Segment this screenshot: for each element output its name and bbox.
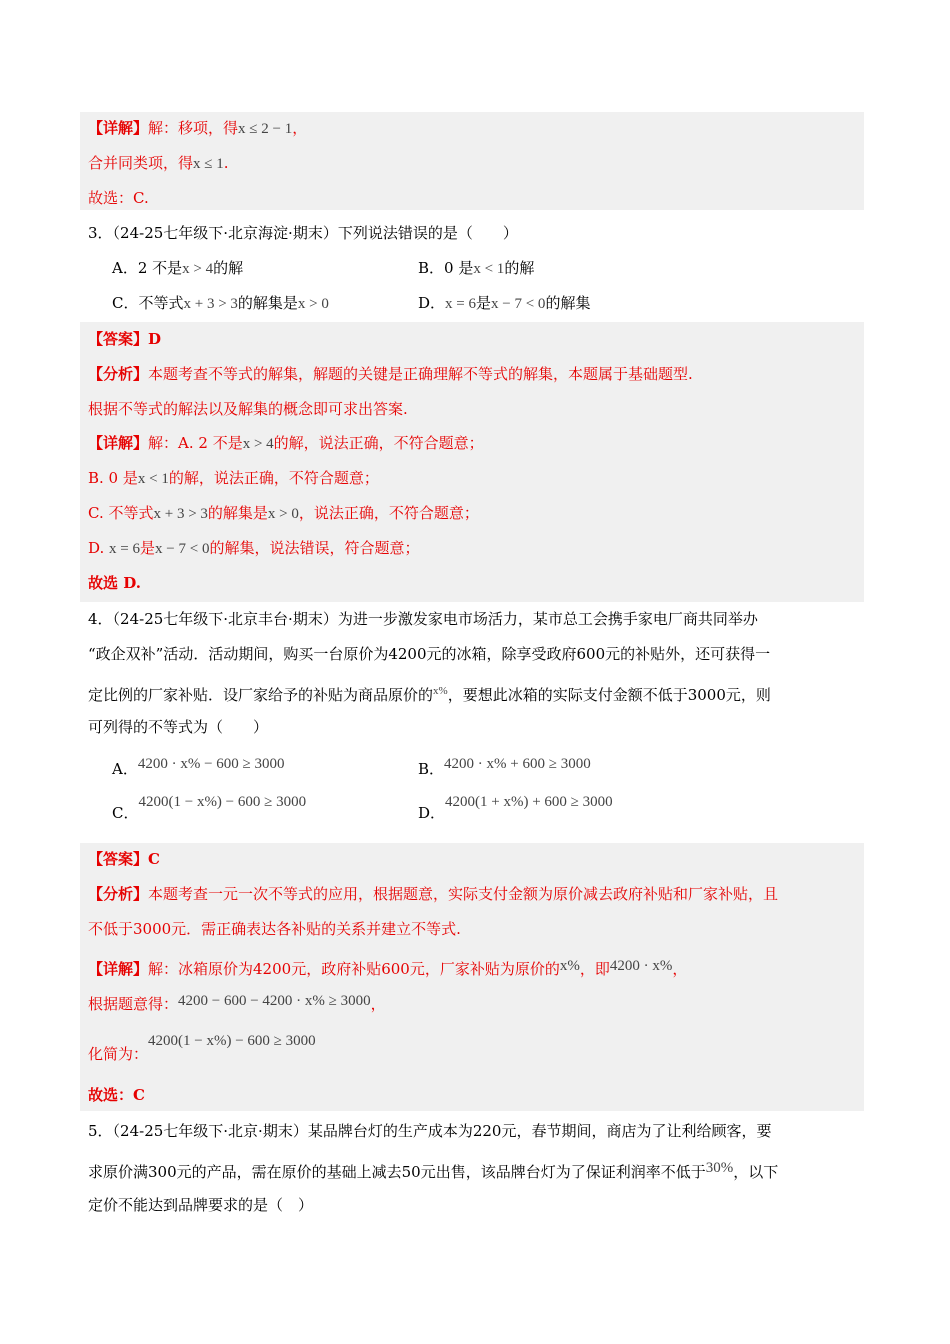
math-expression: x − 7 < 0 (491, 296, 546, 312)
question-3-stem: 3．（24-25七年级下·北京海淀·期末）下列说法错误的是（ ） (88, 224, 518, 242)
math-expression: x < 1 (137, 471, 169, 487)
math-expression: x − 7 < 0 (155, 541, 210, 557)
math-expression: 30% (705, 1160, 734, 1176)
choose-line: 故选：C. (88, 189, 149, 207)
analysis-line: 不低于3000元．需正确表达各补贴的关系并建立不等式. (88, 920, 461, 938)
analysis-line: 根据不等式的解法以及解集的概念即可求出答案. (88, 400, 408, 418)
math-expression: 4200(1 − x%) − 600 ≥ 3000 (148, 1033, 316, 1049)
q4-option-c: C．4200(1 − x%) − 600 ≥ 3000 (112, 794, 307, 822)
q4-option-b: B．4200 · x% + 600 ≥ 3000 (418, 756, 591, 778)
math-expression: 4200 · x% − 600 ≥ 3000 (137, 756, 285, 772)
q4-option-d: D．4200(1 + x%) + 600 ≥ 3000 (418, 794, 613, 822)
math-expression: 4200(1 + x%) + 600 ≥ 3000 (445, 794, 613, 810)
detail-line: 合并同类项，得x ≤ 1. (88, 154, 229, 172)
question-5-stem-line: 5．（24-25七年级下·北京·期末）某品牌台灯的生产成本为220元，春节期间，商店为了让利给顾客，要 (88, 1122, 772, 1140)
analysis-line: 【分析】本题考查一元一次不等式的应用，根据题意，实际支付金额为原价减去政府补贴和厂家补贴，且 (88, 885, 779, 903)
math-expression: x < 1 (473, 261, 505, 277)
detail-line: 【详解】解：A. 2 不是x > 4的解，说法正确，不符合题意； (88, 434, 484, 452)
q4-option-a: A．4200 · x% − 600 ≥ 3000 (112, 756, 285, 778)
math-expression: 4200 · x% (609, 958, 673, 974)
math-expression: x > 4 (182, 261, 214, 277)
math-expression: x = 6 (109, 541, 141, 557)
q3-option-a: A．2 不是x > 4的解 (112, 259, 244, 277)
question-4-stem-line: 可列得的不等式为（ ） (88, 718, 269, 736)
detail-line: C. 不等式x + 3 > 3的解集是x > 0，说法正确，不符合题意； (88, 504, 479, 522)
question-5-stem-line: 求原价满300元的产品，需在原价的基础上减去50元出售，该品牌台灯为了保证利润率不低于30%，以下 (88, 1160, 779, 1181)
math-expression: x > 0 (297, 296, 329, 312)
question-4-stem-line: “政企双补”活动．活动期间，购买一台原价为4200元的冰箱，除享受政府600元的补贴外，还可获得一 (88, 645, 771, 663)
detail-tag: 【详解】 (88, 119, 149, 137)
math-expression: x + 3 > 3 (183, 296, 238, 312)
choose-line: 故选：C (88, 1086, 145, 1104)
detail-line: 根据题意得：4200 − 600 − 4200 · x% ≥ 3000， (88, 993, 386, 1013)
math-expression: x ≤ 1 (193, 156, 224, 172)
math-expression: x ≤ 2 − 1 (238, 121, 293, 137)
math-expression: x% (559, 958, 580, 974)
math-expression: x > 4 (242, 436, 274, 452)
math-expression: x% (433, 685, 448, 697)
detail-line: 【详解】解：移项，得x ≤ 2 − 1， (88, 119, 308, 137)
math-expression: x > 0 (267, 506, 299, 522)
math-expression: x + 3 > 3 (153, 506, 208, 522)
math-expression: 4200 · x% + 600 ≥ 3000 (444, 756, 591, 772)
detail-line: 【详解】解：冰箱原价为4200元，政府补贴600元，厂家补贴为原价的x%，即4200 · x%， (88, 958, 688, 978)
answer-line: 【答案】D (88, 330, 162, 348)
q3-option-d: D．x = 6是x − 7 < 0的解集 (418, 294, 591, 312)
detail-line: D. x = 6是x − 7 < 0的解集，说法错误，符合题意； (88, 539, 420, 557)
question-4-stem-line: 定比例的厂家补贴．设厂家给予的补贴为商品原价的$^{x\%}$，要想此冰箱的实际支付金额不低于3000元，则 (88, 685, 771, 704)
q3-option-c: C．不等式x + 3 > 3的解集是x > 0 (112, 294, 329, 312)
q3-option-b: B．0 是x < 1的解 (418, 259, 535, 277)
math-expression: 4200 − 600 − 4200 · x% ≥ 3000 (178, 993, 371, 1009)
analysis-line: 【分析】本题考查不等式的解集，解题的关键是正确理解不等式的解集，本题属于基础题型. (88, 365, 693, 383)
choose-line: 故选 D. (88, 574, 141, 592)
detail-line: 化简为：4200(1 − x%) − 600 ≥ 3000 (88, 1033, 316, 1063)
math-expression: 4200(1 − x%) − 600 ≥ 3000 (138, 794, 307, 810)
question-5-stem-line: 定价不能达到品牌要求的是（ ） (88, 1196, 314, 1214)
detail-line: B. 0 是x < 1的解，说法正确，不符合题意； (88, 469, 379, 487)
question-4-stem-line: 4．（24-25七年级下·北京丰台·期末）为进一步激发家电市场活力，某市总工会携手家电厂商共同举办 (88, 610, 758, 628)
math-expression: x = 6 (445, 296, 476, 312)
answer-line: 【答案】C (88, 850, 160, 868)
